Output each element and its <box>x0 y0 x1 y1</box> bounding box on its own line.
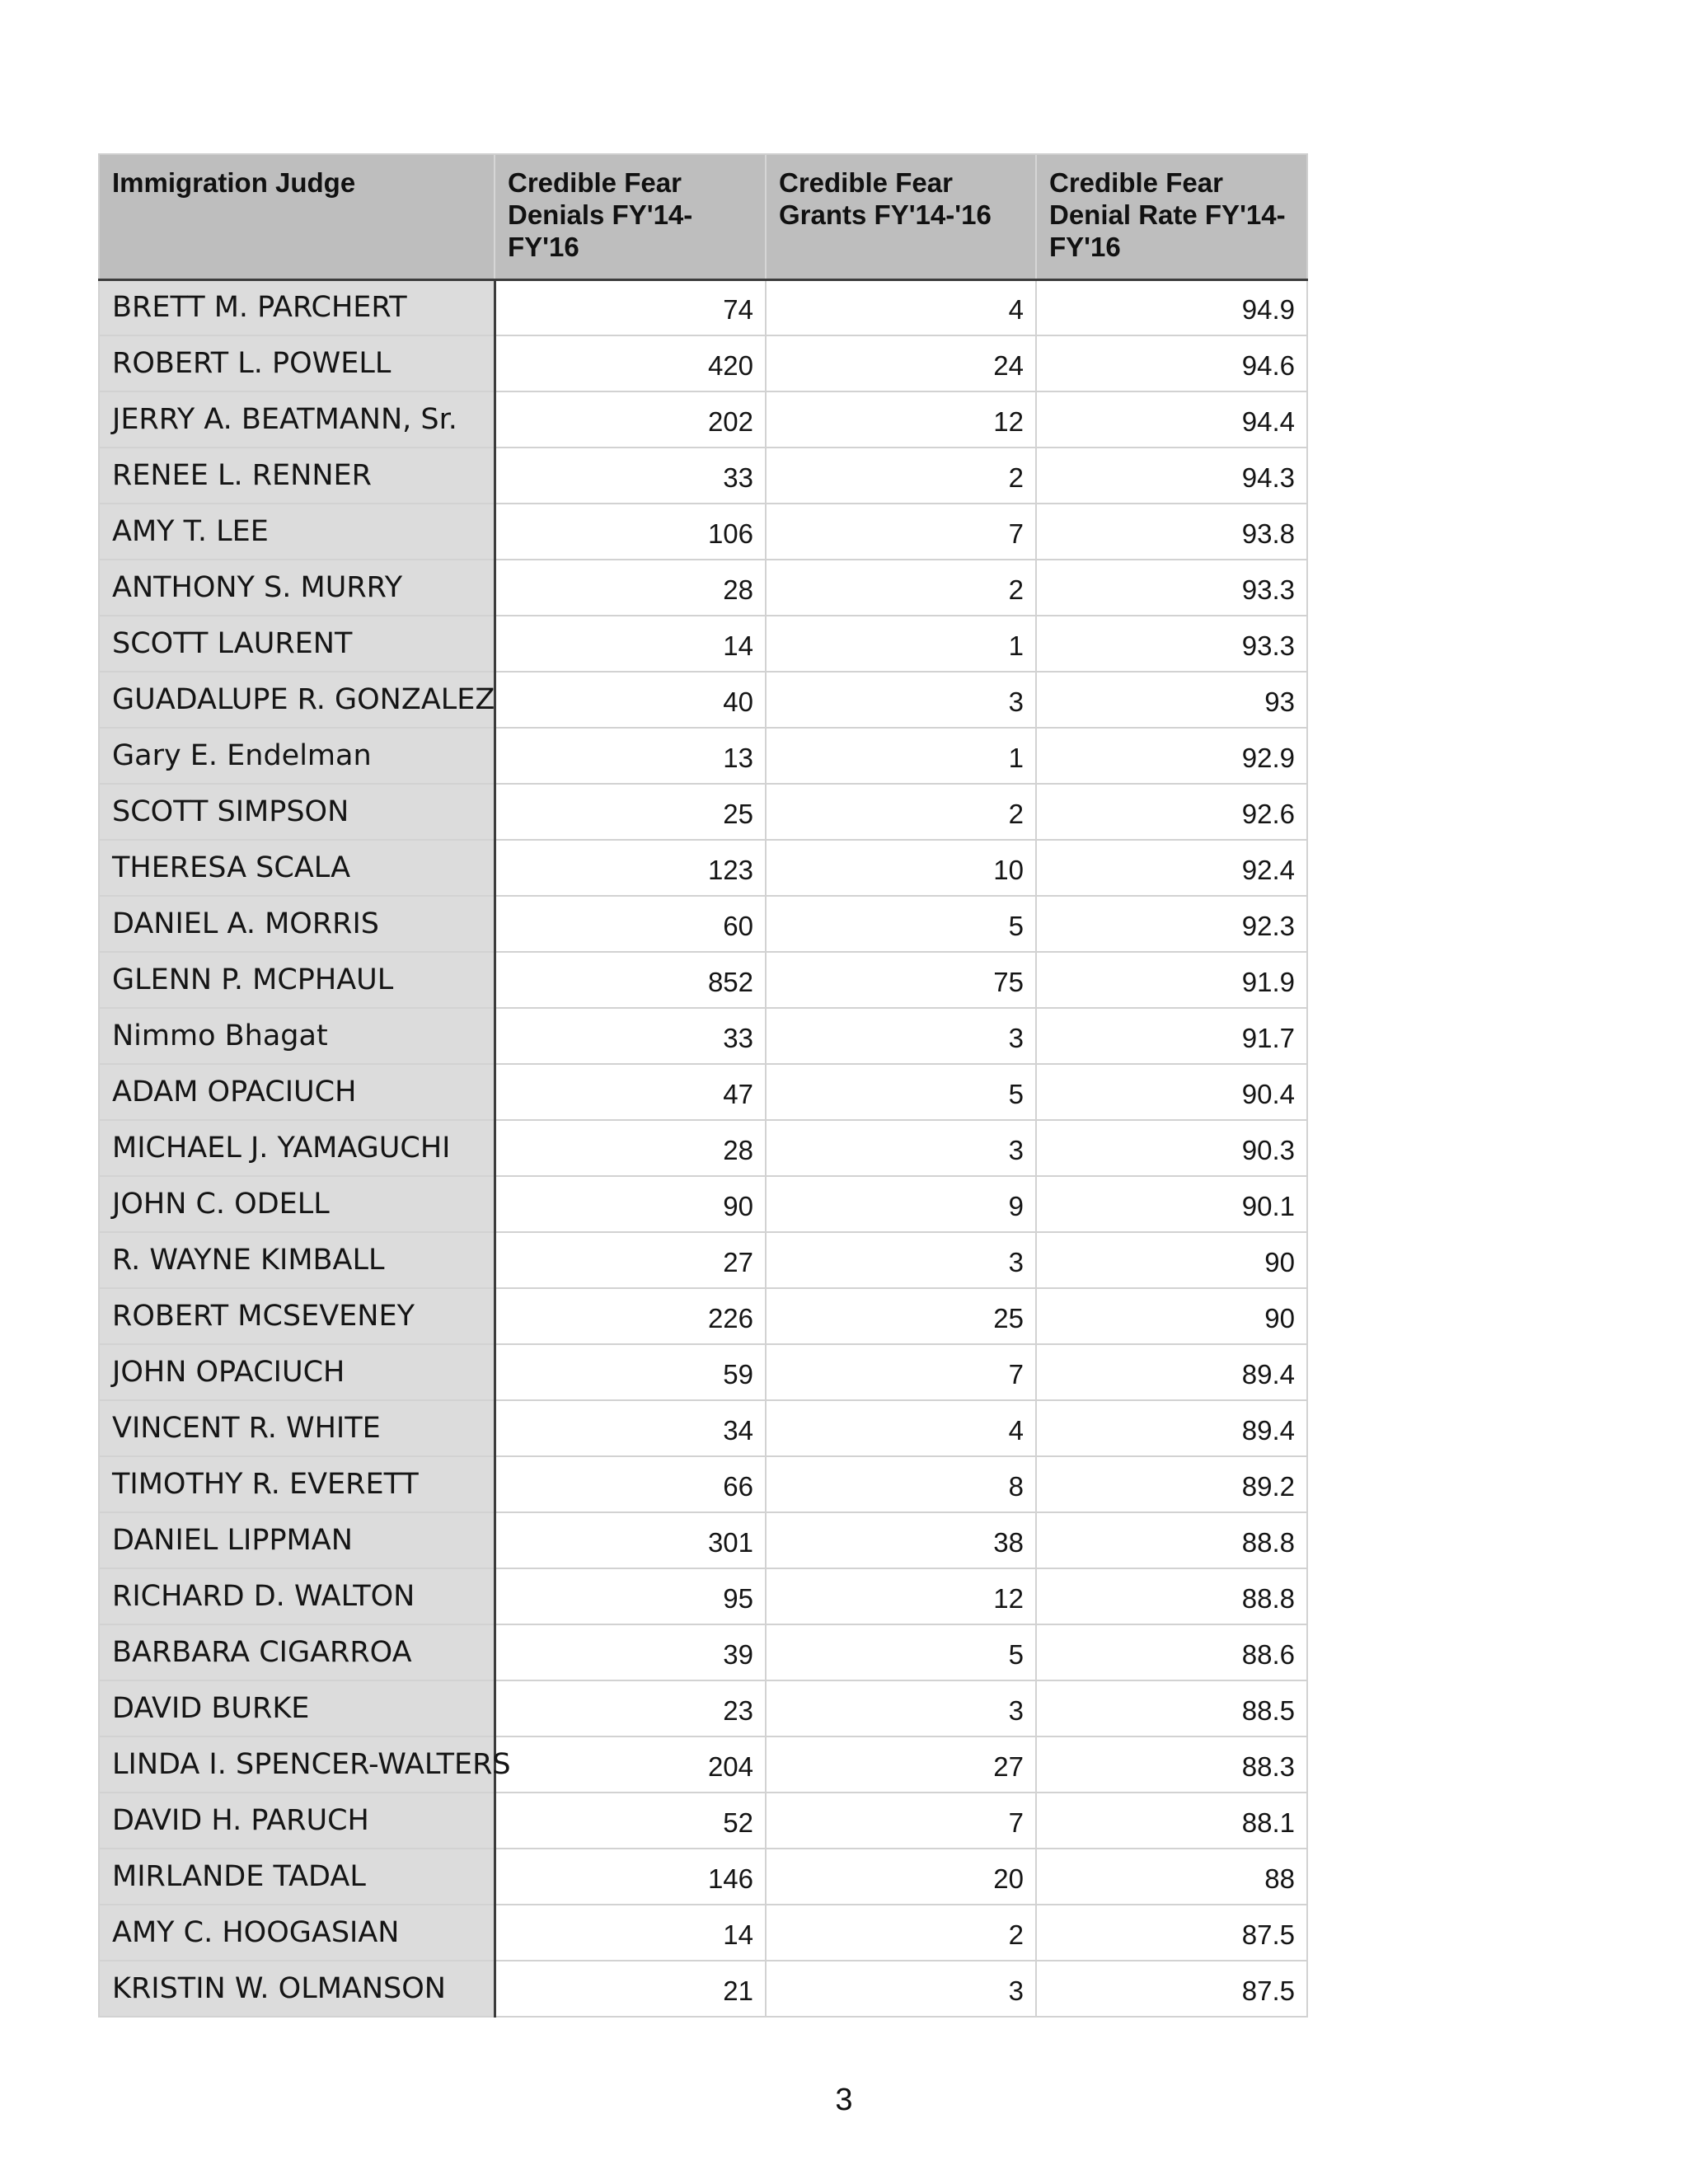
table-body <box>99 279 1307 2017</box>
denial-rate-cell: 90 <box>1036 1232 1307 1288</box>
judge-name-cell: ANTHONY S. MURRY <box>99 560 495 616</box>
grants-cell: 3 <box>766 1120 1036 1176</box>
judge-name-cell: AMY T. LEE <box>99 504 495 560</box>
denial-rate-cell: 88.6 <box>1036 1624 1307 1680</box>
header-credible-fear-denials: Credible Fear Denials FY'14-FY'16 <box>495 154 766 279</box>
denial-rate-cell: 88.8 <box>1036 1568 1307 1624</box>
judge-name-cell: KRISTIN W. OLMANSON <box>99 1961 495 2017</box>
table-row <box>99 560 1307 616</box>
table-row <box>99 1288 1307 1344</box>
table-row <box>99 1793 1307 1849</box>
grants-cell: 1 <box>766 728 1036 784</box>
denial-rate-cell: 91.9 <box>1036 952 1307 1008</box>
denial-rate-cell: 92.3 <box>1036 896 1307 952</box>
grants-cell: 3 <box>766 672 1036 728</box>
denial-rate-cell: 90.4 <box>1036 1064 1307 1120</box>
table-row <box>99 672 1307 728</box>
denial-rate-cell: 89.2 <box>1036 1456 1307 1512</box>
judge-name-cell: JOHN C. ODELL <box>99 1176 495 1232</box>
judge-name-cell: RICHARD D. WALTON <box>99 1568 495 1624</box>
denial-rate-cell: 94.6 <box>1036 335 1307 391</box>
grants-cell: 25 <box>766 1288 1036 1344</box>
denials-cell: 33 <box>495 448 766 504</box>
denials-cell: 27 <box>495 1232 766 1288</box>
denials-cell: 146 <box>495 1849 766 1905</box>
grants-cell: 2 <box>766 560 1036 616</box>
denial-rate-cell: 94.4 <box>1036 391 1307 448</box>
denial-rate-cell: 93.3 <box>1036 616 1307 672</box>
denial-rate-cell: 88.1 <box>1036 1793 1307 1849</box>
table-row <box>99 1456 1307 1512</box>
table-row <box>99 1905 1307 1961</box>
table-row <box>99 616 1307 672</box>
judge-name-cell: ROBERT MCSEVENEY <box>99 1288 495 1344</box>
denials-cell: 39 <box>495 1624 766 1680</box>
denials-cell: 28 <box>495 560 766 616</box>
denial-rate-cell: 93 <box>1036 672 1307 728</box>
denial-rate-cell: 88.3 <box>1036 1736 1307 1793</box>
table-row <box>99 1232 1307 1288</box>
grants-cell: 12 <box>766 391 1036 448</box>
judge-name-cell: ROBERT L. POWELL <box>99 335 495 391</box>
denial-rate-cell: 90.1 <box>1036 1176 1307 1232</box>
denials-cell: 21 <box>495 1961 766 2017</box>
table-row <box>99 448 1307 504</box>
denials-cell: 40 <box>495 672 766 728</box>
judge-name-cell: DANIEL LIPPMAN <box>99 1512 495 1568</box>
judge-name-cell: AMY C. HOOGASIAN <box>99 1905 495 1961</box>
table-row <box>99 1064 1307 1120</box>
denial-rate-cell: 94.3 <box>1036 448 1307 504</box>
denials-cell: 25 <box>495 784 766 840</box>
table-row <box>99 840 1307 896</box>
judge-name-cell: JOHN OPACIUCH <box>99 1344 495 1400</box>
judge-name-cell: BARBARA CIGARROA <box>99 1624 495 1680</box>
grants-cell: 7 <box>766 504 1036 560</box>
table-row <box>99 1176 1307 1232</box>
denials-cell: 226 <box>495 1288 766 1344</box>
denial-rate-cell: 87.5 <box>1036 1961 1307 2017</box>
grants-cell: 75 <box>766 952 1036 1008</box>
denials-cell: 420 <box>495 335 766 391</box>
judge-denial-table <box>98 153 1308 2018</box>
judge-name-cell: DAVID BURKE <box>99 1680 495 1736</box>
judge-name-cell: VINCENT R. WHITE <box>99 1400 495 1456</box>
denials-cell: 33 <box>495 1008 766 1064</box>
grants-cell: 24 <box>766 335 1036 391</box>
denials-cell: 59 <box>495 1344 766 1400</box>
grants-cell: 9 <box>766 1176 1036 1232</box>
table-row <box>99 1736 1307 1793</box>
table-row <box>99 896 1307 952</box>
grants-cell: 7 <box>766 1344 1036 1400</box>
denials-cell: 204 <box>495 1736 766 1793</box>
denials-cell: 47 <box>495 1064 766 1120</box>
denial-rate-cell: 88 <box>1036 1849 1307 1905</box>
denial-rate-cell: 89.4 <box>1036 1344 1307 1400</box>
denials-cell: 34 <box>495 1400 766 1456</box>
grants-cell: 3 <box>766 1232 1036 1288</box>
judge-name-cell: Nimmo Bhagat <box>99 1008 495 1064</box>
judge-name-cell: MICHAEL J. YAMAGUCHI <box>99 1120 495 1176</box>
denials-cell: 14 <box>495 616 766 672</box>
grants-cell: 20 <box>766 1849 1036 1905</box>
table-row <box>99 1008 1307 1064</box>
grants-cell: 5 <box>766 1624 1036 1680</box>
judge-name-cell: Gary E. Endelman <box>99 728 495 784</box>
denials-cell: 90 <box>495 1176 766 1232</box>
denials-cell: 95 <box>495 1568 766 1624</box>
table-header <box>99 154 1307 279</box>
page-number: 3 <box>835 2083 853 2117</box>
grants-cell: 4 <box>766 279 1036 335</box>
table-row <box>99 1344 1307 1400</box>
judge-name-cell: SCOTT LAURENT <box>99 616 495 672</box>
table-row <box>99 504 1307 560</box>
denial-rate-cell: 89.4 <box>1036 1400 1307 1456</box>
grants-cell: 1 <box>766 616 1036 672</box>
judge-name-cell: DAVID H. PARUCH <box>99 1793 495 1849</box>
grants-cell: 38 <box>766 1512 1036 1568</box>
grants-cell: 5 <box>766 1064 1036 1120</box>
judge-name-cell: RENEE L. RENNER <box>99 448 495 504</box>
grants-cell: 2 <box>766 1905 1036 1961</box>
header-row <box>99 154 1307 279</box>
table-row <box>99 728 1307 784</box>
table-row <box>99 1400 1307 1456</box>
judge-name-cell: R. WAYNE KIMBALL <box>99 1232 495 1288</box>
judge-name-cell: LINDA I. SPENCER-WALTERS <box>99 1736 495 1793</box>
denials-cell: 106 <box>495 504 766 560</box>
table-row <box>99 279 1307 335</box>
table-row <box>99 784 1307 840</box>
denials-cell: 28 <box>495 1120 766 1176</box>
table-row <box>99 1624 1307 1680</box>
denials-cell: 23 <box>495 1680 766 1736</box>
judge-name-cell: SCOTT SIMPSON <box>99 784 495 840</box>
denial-rate-cell: 94.9 <box>1036 279 1307 335</box>
header-credible-fear-denial-rate: Credible Fear Denial Rate FY'14-FY'16 <box>1036 154 1307 279</box>
denials-cell: 74 <box>495 279 766 335</box>
denials-cell: 301 <box>495 1512 766 1568</box>
header-credible-fear-grants: Credible Fear Grants FY'14-'16 <box>766 154 1036 279</box>
judge-name-cell: TIMOTHY R. EVERETT <box>99 1456 495 1512</box>
judge-name-cell: MIRLANDE TADAL <box>99 1849 495 1905</box>
denials-cell: 123 <box>495 840 766 896</box>
denial-rate-cell: 91.7 <box>1036 1008 1307 1064</box>
denials-cell: 852 <box>495 952 766 1008</box>
denial-rate-cell: 92.6 <box>1036 784 1307 840</box>
denials-cell: 202 <box>495 391 766 448</box>
judge-name-cell: JERRY A. BEATMANN, Sr. <box>99 391 495 448</box>
denial-rate-cell: 93.8 <box>1036 504 1307 560</box>
grants-cell: 5 <box>766 896 1036 952</box>
judge-name-cell: BRETT M. PARCHERT <box>99 279 495 335</box>
grants-cell: 8 <box>766 1456 1036 1512</box>
denial-rate-cell: 92.9 <box>1036 728 1307 784</box>
grants-cell: 3 <box>766 1008 1036 1064</box>
table-row <box>99 391 1307 448</box>
judge-name-cell: GLENN P. MCPHAUL <box>99 952 495 1008</box>
denial-rate-cell: 90 <box>1036 1288 1307 1344</box>
judge-name-cell: GUADALUPE R. GONZALEZ <box>99 672 495 728</box>
grants-cell: 27 <box>766 1736 1036 1793</box>
grants-cell: 10 <box>766 840 1036 896</box>
table-row <box>99 1680 1307 1736</box>
judge-name-cell: ADAM OPACIUCH <box>99 1064 495 1120</box>
denial-rate-cell: 88.8 <box>1036 1512 1307 1568</box>
judge-name-cell: THERESA SCALA <box>99 840 495 896</box>
denial-rate-cell: 92.4 <box>1036 840 1307 896</box>
denial-rate-cell: 93.3 <box>1036 560 1307 616</box>
table-row <box>99 1961 1307 2017</box>
grants-cell: 2 <box>766 784 1036 840</box>
grants-cell: 2 <box>766 448 1036 504</box>
denials-cell: 14 <box>495 1905 766 1961</box>
grants-cell: 4 <box>766 1400 1036 1456</box>
table-row <box>99 952 1307 1008</box>
denial-rate-cell: 88.5 <box>1036 1680 1307 1736</box>
denial-rate-cell: 87.5 <box>1036 1905 1307 1961</box>
table-row <box>99 1568 1307 1624</box>
denials-cell: 13 <box>495 728 766 784</box>
grants-cell: 3 <box>766 1680 1036 1736</box>
table-row <box>99 1512 1307 1568</box>
table-row <box>99 1120 1307 1176</box>
table-row <box>99 1849 1307 1905</box>
denials-cell: 60 <box>495 896 766 952</box>
denials-cell: 52 <box>495 1793 766 1849</box>
denial-rate-cell: 90.3 <box>1036 1120 1307 1176</box>
header-immigration-judge: Immigration Judge <box>99 154 495 279</box>
table-row <box>99 335 1307 391</box>
judge-name-cell: DANIEL A. MORRIS <box>99 896 495 952</box>
grants-cell: 3 <box>766 1961 1036 2017</box>
denials-cell: 66 <box>495 1456 766 1512</box>
grants-cell: 7 <box>766 1793 1036 1849</box>
grants-cell: 12 <box>766 1568 1036 1624</box>
